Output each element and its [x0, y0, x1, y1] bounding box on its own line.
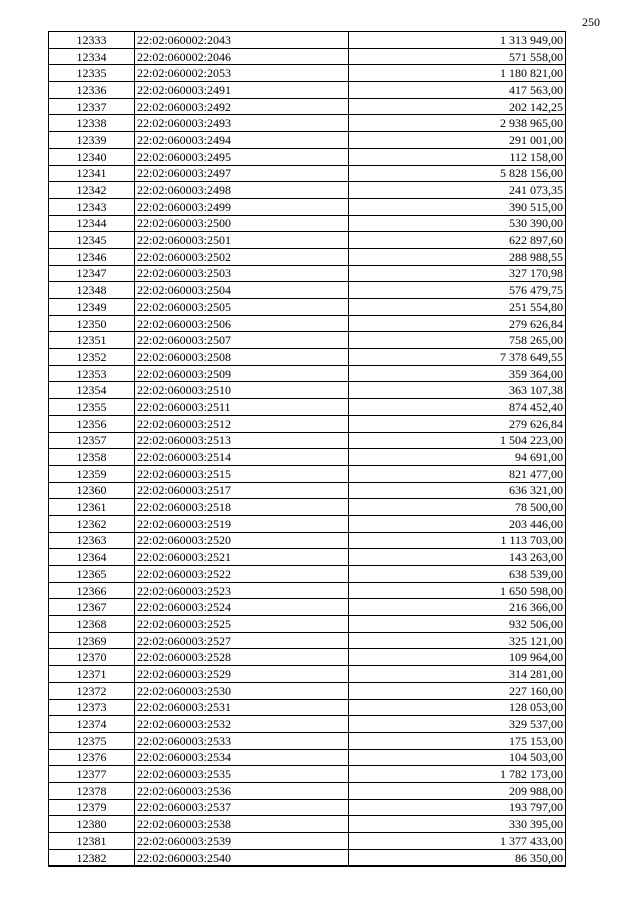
row-number-cell: 12347 [49, 265, 135, 282]
table-row [49, 432, 566, 449]
row-number-cell: 12364 [49, 549, 135, 566]
cadastral-number-cell: 22:02:060003:2499 [135, 198, 349, 215]
cadastral-number-cell: 22:02:060003:2509 [135, 365, 349, 382]
cadastral-value-cell: 143 263,00 [349, 549, 566, 566]
row-number-cell: 12381 [49, 833, 135, 850]
table-row [49, 566, 566, 583]
table-row [49, 732, 566, 749]
table-row [49, 716, 566, 733]
cadastral-number-cell: 22:02:060002:2046 [135, 48, 349, 65]
cadastral-value-cell: 821 477,00 [349, 465, 566, 482]
table-row [49, 365, 566, 382]
cadastral-value-cell: 329 537,00 [349, 716, 566, 733]
row-number-cell: 12344 [49, 215, 135, 232]
row-number-cell: 12337 [49, 98, 135, 115]
cadastral-value-cell: 251 554,80 [349, 299, 566, 316]
cadastral-value-cell: 417 563,00 [349, 82, 566, 99]
table-row [49, 98, 566, 115]
cadastral-value-cell: 279 626,84 [349, 415, 566, 432]
cadastral-number-cell: 22:02:060003:2492 [135, 98, 349, 115]
row-number-cell: 12362 [49, 515, 135, 532]
row-number-cell: 12361 [49, 499, 135, 516]
cadastral-value-cell: 330 395,00 [349, 816, 566, 833]
cadastral-value-cell: 1 313 949,00 [349, 32, 566, 49]
table-row [49, 165, 566, 182]
cadastral-value-cell: 216 366,00 [349, 599, 566, 616]
row-number-cell: 12375 [49, 732, 135, 749]
cadastral-value-cell: 241 073,35 [349, 182, 566, 199]
row-number-cell: 12343 [49, 198, 135, 215]
row-number-cell: 12355 [49, 399, 135, 416]
row-number-cell: 12346 [49, 248, 135, 265]
cadastral-number-cell: 22:02:060003:2494 [135, 132, 349, 149]
table-row [49, 232, 566, 249]
row-number-cell: 12338 [49, 115, 135, 132]
table-row [49, 299, 566, 316]
row-number-cell: 12378 [49, 782, 135, 799]
cadastral-value-cell: 1 113 703,00 [349, 532, 566, 549]
row-number-cell: 12339 [49, 132, 135, 149]
cadastral-value-cell: 78 500,00 [349, 499, 566, 516]
cadastral-value-cell: 571 558,00 [349, 48, 566, 65]
table-row [49, 582, 566, 599]
table-row [49, 499, 566, 516]
cadastral-number-cell: 22:02:060003:2510 [135, 382, 349, 399]
table-row [49, 198, 566, 215]
table-row [49, 649, 566, 666]
table-row [49, 65, 566, 82]
cadastral-value-cell: 86 350,00 [349, 849, 566, 866]
row-number-cell: 12348 [49, 282, 135, 299]
cadastral-number-cell: 22:02:060003:2521 [135, 549, 349, 566]
row-number-cell: 12349 [49, 299, 135, 316]
cadastral-number-cell: 22:02:060003:2491 [135, 82, 349, 99]
table-row [49, 115, 566, 132]
row-number-cell: 12377 [49, 766, 135, 783]
cadastral-number-cell: 22:02:060002:2053 [135, 65, 349, 82]
cadastral-number-cell: 22:02:060003:2525 [135, 616, 349, 633]
row-number-cell: 12372 [49, 682, 135, 699]
cadastral-number-cell: 22:02:060003:2533 [135, 732, 349, 749]
row-number-cell: 12367 [49, 599, 135, 616]
table-row [49, 382, 566, 399]
row-number-cell: 12373 [49, 699, 135, 716]
row-number-cell: 12333 [49, 32, 135, 49]
cadastral-value-cell: 209 988,00 [349, 782, 566, 799]
cadastral-number-cell: 22:02:060003:2505 [135, 299, 349, 316]
row-number-cell: 12352 [49, 349, 135, 366]
cadastral-value-cell: 291 001,00 [349, 132, 566, 149]
cadastral-number-cell: 22:02:060003:2504 [135, 282, 349, 299]
cadastral-value-cell: 1 377 433,00 [349, 833, 566, 850]
cadastral-number-cell: 22:02:060003:2527 [135, 632, 349, 649]
table-row [49, 699, 566, 716]
cadastral-number-cell: 22:02:060003:2500 [135, 215, 349, 232]
table-row [49, 616, 566, 633]
row-number-cell: 12360 [49, 482, 135, 499]
cadastral-value-cell: 1 180 821,00 [349, 65, 566, 82]
cadastral-number-cell: 22:02:060003:2520 [135, 532, 349, 549]
cadastral-value-cell: 112 158,00 [349, 148, 566, 165]
cadastral-value-cell: 363 107,38 [349, 382, 566, 399]
cadastral-number-cell: 22:02:060003:2524 [135, 599, 349, 616]
cadastral-number-cell: 22:02:060003:2528 [135, 649, 349, 666]
cadastral-value-cell: 325 121,00 [349, 632, 566, 649]
row-number-cell: 12363 [49, 532, 135, 549]
cadastral-number-cell: 22:02:060003:2514 [135, 449, 349, 466]
row-number-cell: 12342 [49, 182, 135, 199]
cadastral-value-cell: 636 321,00 [349, 482, 566, 499]
cadastral-value-cell: 128 053,00 [349, 699, 566, 716]
table-row [49, 749, 566, 766]
cadastral-number-cell: 22:02:060003:2507 [135, 332, 349, 349]
cadastral-value-cell: 874 452,40 [349, 399, 566, 416]
cadastral-number-cell: 22:02:060003:2501 [135, 232, 349, 249]
row-number-cell: 12350 [49, 315, 135, 332]
cadastral-number-cell: 22:02:060003:2538 [135, 816, 349, 833]
cadastral-number-cell: 22:02:060003:2519 [135, 515, 349, 532]
cadastral-value-cell: 1 650 598,00 [349, 582, 566, 599]
table-row [49, 48, 566, 65]
row-number-cell: 12357 [49, 432, 135, 449]
table-row [49, 666, 566, 683]
row-number-cell: 12370 [49, 649, 135, 666]
cadastral-value-cell: 932 506,00 [349, 616, 566, 633]
row-number-cell: 12335 [49, 65, 135, 82]
cadastral-number-cell: 22:02:060003:2515 [135, 465, 349, 482]
row-number-cell: 12340 [49, 148, 135, 165]
table-row [49, 415, 566, 432]
row-number-cell: 12380 [49, 816, 135, 833]
cadastral-number-cell: 22:02:060002:2043 [135, 32, 349, 49]
cadastral-value-cell: 1 504 223,00 [349, 432, 566, 449]
cadastral-value-cell: 94 691,00 [349, 449, 566, 466]
table-row [49, 82, 566, 99]
table-row [49, 32, 566, 49]
cadastral-value-cell: 109 964,00 [349, 649, 566, 666]
cadastral-value-cell: 7 378 649,55 [349, 349, 566, 366]
table-row [49, 148, 566, 165]
row-number-cell: 12365 [49, 566, 135, 583]
cadastral-value-cell: 5 828 156,00 [349, 165, 566, 182]
cadastral-value-cell: 288 988,55 [349, 248, 566, 265]
table-row [49, 782, 566, 799]
cadastral-value-cell: 622 897,60 [349, 232, 566, 249]
cadastral-value-cell: 327 170,98 [349, 265, 566, 282]
cadastral-number-cell: 22:02:060003:2537 [135, 799, 349, 816]
cadastral-number-cell: 22:02:060003:2535 [135, 766, 349, 783]
cadastral-value-cell: 175 153,00 [349, 732, 566, 749]
cadastral-value-cell: 576 479,75 [349, 282, 566, 299]
table-row [49, 482, 566, 499]
cadastral-number-cell: 22:02:060003:2539 [135, 833, 349, 850]
row-number-cell: 12351 [49, 332, 135, 349]
cadastral-value-cell: 359 364,00 [349, 365, 566, 382]
row-number-cell: 12379 [49, 799, 135, 816]
cadastral-number-cell: 22:02:060003:2517 [135, 482, 349, 499]
table-row [49, 799, 566, 816]
row-number-cell: 12345 [49, 232, 135, 249]
cadastral-number-cell: 22:02:060003:2530 [135, 682, 349, 699]
cadastral-value-cell: 227 160,00 [349, 682, 566, 699]
cadastral-number-cell: 22:02:060003:2511 [135, 399, 349, 416]
cadastral-value-cell: 1 782 173,00 [349, 766, 566, 783]
cadastral-value-cell: 203 446,00 [349, 515, 566, 532]
row-number-cell: 12336 [49, 82, 135, 99]
table-row [49, 766, 566, 783]
cadastral-number-cell: 22:02:060003:2531 [135, 699, 349, 716]
table-row [49, 399, 566, 416]
table-row [49, 833, 566, 850]
table-row [49, 816, 566, 833]
cadastral-number-cell: 22:02:060003:2536 [135, 782, 349, 799]
cadastral-value-table [48, 31, 566, 867]
cadastral-number-cell: 22:02:060003:2540 [135, 849, 349, 866]
row-number-cell: 12366 [49, 582, 135, 599]
cadastral-value-cell: 193 797,00 [349, 799, 566, 816]
table-row [49, 248, 566, 265]
cadastral-number-cell: 22:02:060003:2512 [135, 415, 349, 432]
cadastral-value-cell: 314 281,00 [349, 666, 566, 683]
row-number-cell: 12371 [49, 666, 135, 683]
row-number-cell: 12359 [49, 465, 135, 482]
table-row [49, 515, 566, 532]
table-row [49, 549, 566, 566]
table-row [49, 315, 566, 332]
row-number-cell: 12358 [49, 449, 135, 466]
table-row [49, 215, 566, 232]
cadastral-number-cell: 22:02:060003:2513 [135, 432, 349, 449]
cadastral-number-cell: 22:02:060003:2532 [135, 716, 349, 733]
cadastral-value-cell: 104 503,00 [349, 749, 566, 766]
cadastral-value-cell: 390 515,00 [349, 198, 566, 215]
table-body [49, 32, 566, 867]
cadastral-number-cell: 22:02:060003:2497 [135, 165, 349, 182]
table-row [49, 632, 566, 649]
cadastral-value-cell: 202 142,25 [349, 98, 566, 115]
row-number-cell: 12334 [49, 48, 135, 65]
cadastral-number-cell: 22:02:060003:2493 [135, 115, 349, 132]
cadastral-number-cell: 22:02:060003:2529 [135, 666, 349, 683]
cadastral-number-cell: 22:02:060003:2498 [135, 182, 349, 199]
cadastral-value-cell: 530 390,00 [349, 215, 566, 232]
cadastral-number-cell: 22:02:060003:2495 [135, 148, 349, 165]
table-row [49, 182, 566, 199]
table-row [49, 332, 566, 349]
table-row [49, 132, 566, 149]
table-row [49, 349, 566, 366]
row-number-cell: 12341 [49, 165, 135, 182]
cadastral-value-cell: 758 265,00 [349, 332, 566, 349]
table-row [49, 532, 566, 549]
row-number-cell: 12376 [49, 749, 135, 766]
cadastral-value-cell: 638 539,00 [349, 566, 566, 583]
cadastral-number-cell: 22:02:060003:2503 [135, 265, 349, 282]
cadastral-value-cell: 2 938 965,00 [349, 115, 566, 132]
table-row [49, 682, 566, 699]
row-number-cell: 12374 [49, 716, 135, 733]
row-number-cell: 12382 [49, 849, 135, 866]
row-number-cell: 12369 [49, 632, 135, 649]
cadastral-value-cell: 279 626,84 [349, 315, 566, 332]
cadastral-number-cell: 22:02:060003:2506 [135, 315, 349, 332]
cadastral-number-cell: 22:02:060003:2523 [135, 582, 349, 599]
cadastral-number-cell: 22:02:060003:2522 [135, 566, 349, 583]
table-row [49, 599, 566, 616]
cadastral-number-cell: 22:02:060003:2518 [135, 499, 349, 516]
row-number-cell: 12353 [49, 365, 135, 382]
row-number-cell: 12356 [49, 415, 135, 432]
row-number-cell: 12368 [49, 616, 135, 633]
table-row [49, 849, 566, 866]
table-row [49, 282, 566, 299]
page-number: 250 [582, 15, 600, 29]
table-row [49, 449, 566, 466]
table-row [49, 465, 566, 482]
cadastral-number-cell: 22:02:060003:2534 [135, 749, 349, 766]
table-row [49, 265, 566, 282]
cadastral-number-cell: 22:02:060003:2508 [135, 349, 349, 366]
row-number-cell: 12354 [49, 382, 135, 399]
cadastral-number-cell: 22:02:060003:2502 [135, 248, 349, 265]
